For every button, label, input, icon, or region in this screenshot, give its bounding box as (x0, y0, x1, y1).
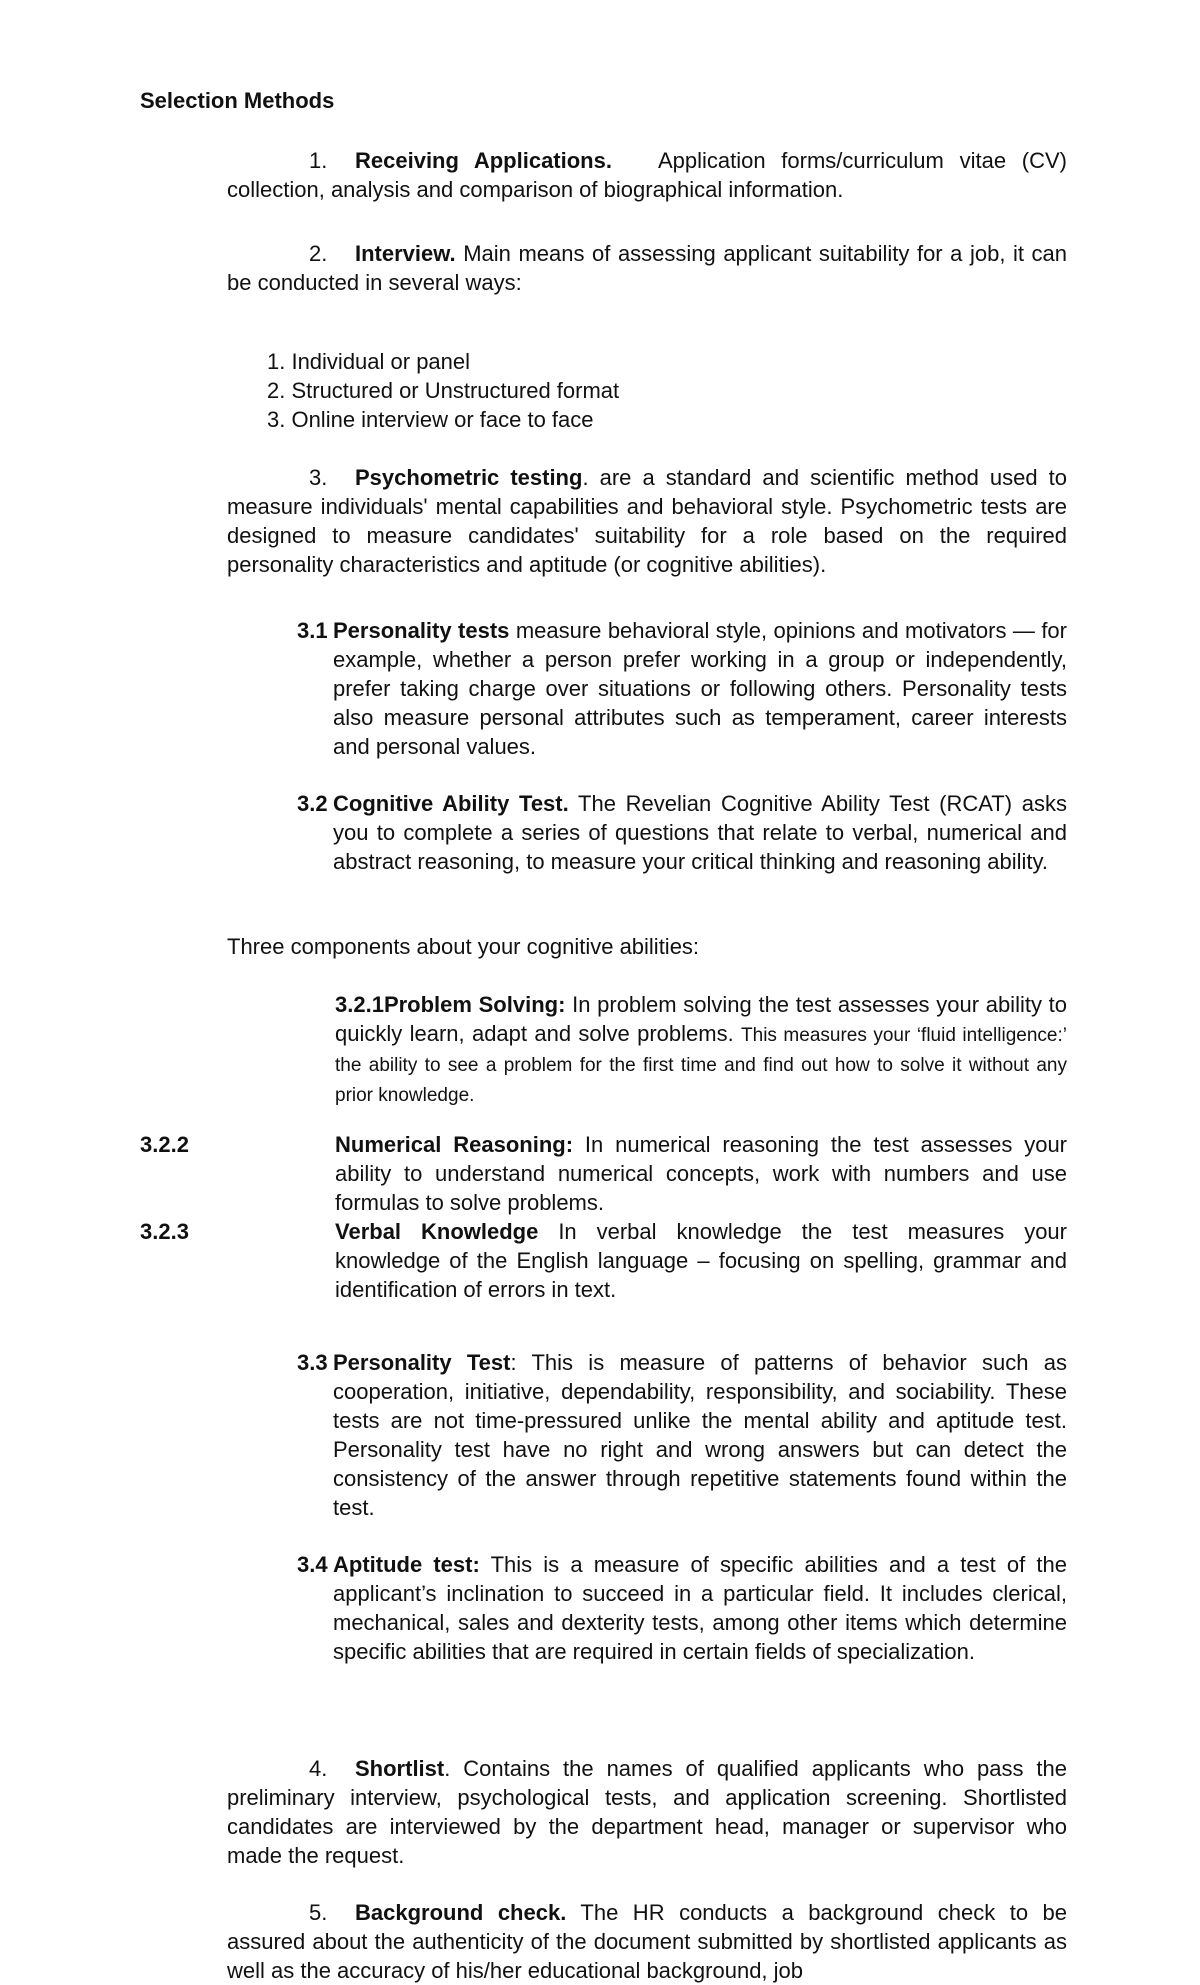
subsection-text: : This is measure of patterns of behavior such as cooperation, initiative, dependability, responsibility, and sociability. These tests are not time-pressured unlike the mental ability and aptitude test. Personality test have no right and wrong answers but can detect the consistency of the answer through repetitive statements found within the test. (333, 1350, 1067, 1520)
section-title: Background check. (355, 1900, 567, 1925)
subsection-note: This measures your ‘fluid intelligence:’ the ability to see a problem for the first time and find out how to solve it without any prior knowledge. (335, 1025, 1067, 1106)
three-components-intro: Three components about your cognitive abilities: (227, 934, 700, 959)
subsection-title: Verbal Knowledge (335, 1219, 539, 1244)
section-text: Application forms/curriculum vitae (CV) collection, analysis and comparison of biographical information. (227, 148, 1067, 202)
subsection-number: 3.1 (297, 618, 328, 643)
subsection-cognitive-ability (297, 789, 1067, 876)
subsection-personality-tests (297, 616, 1067, 761)
subsection-text: In verbal knowledge the test measures your knowledge of the English language – focusing on spelling, grammar and identification of errors in text. (335, 1219, 1067, 1302)
section-text: . Contains the names of qualified applicants who pass the preliminary interview, psychological tests, and application screening. Shortlisted candidates are interviewed by the department head, manager or supervisor who made the request. (227, 1756, 1067, 1868)
subsection-text: This is a measure of specific abilities and a test of the applicant’s inclination to succeed in a particular field. It includes clerical, mechanical, sales and dexterity tests, among other items which determine specific abilities that are required in certain fields of specialization. (333, 1552, 1068, 1664)
subsection-numerical-reasoning (140, 1130, 1067, 1217)
subsection-personality-test (297, 1348, 1067, 1522)
subsection-title: Numerical Reasoning: (335, 1132, 574, 1157)
section-title: Psychometric testing (355, 465, 583, 490)
section-background-check (227, 1898, 1067, 1985)
subsection-title: Cognitive Ability Test. (333, 791, 569, 816)
section-interview (227, 239, 1067, 297)
subsection-text: In problem solving the test assesses your ability to quickly learn, adapt and solve problems. (335, 992, 1067, 1046)
subsection-title: Personality Test (333, 1350, 511, 1375)
section-title: Shortlist (355, 1756, 445, 1781)
subsection-aptitude-test (297, 1550, 1067, 1666)
section-shortlist (227, 1754, 1067, 1870)
list-item: 1. Individual or panel (267, 349, 471, 374)
interview-ways-list (267, 347, 967, 434)
subsection-verbal-knowledge (140, 1217, 1067, 1304)
subsection-title: Problem Solving: (383, 992, 566, 1017)
subsection-text: The Revelian Cognitive Ability Test (RCAT) asks you to complete a series of questions that relate to verbal, numerical and abstract reasoning, to measure your critical thinking and reasoning ability. (333, 791, 1068, 874)
section-text: Main means of assessing applicant suitability for a job, it can be conducted in several ways: (227, 241, 1067, 295)
section-number: 1. (309, 148, 328, 173)
section-number: 2. (309, 241, 328, 266)
subsection-number: 3.2 (297, 791, 328, 816)
section-title: Interview. (355, 241, 456, 266)
subsection-number: 3.3 (297, 1350, 328, 1375)
page-title: Selection Methods (140, 88, 335, 113)
subsection-problem-solving (335, 990, 1067, 1109)
subsection-title: Aptitude test: (333, 1552, 480, 1577)
list-item: 2. Structured or Unstructured format (267, 378, 620, 403)
section-receiving-applications (227, 146, 1067, 204)
subsection-number: 3.2.2 (140, 1132, 189, 1157)
subsection-number: 3.2.3 (140, 1219, 189, 1244)
section-text: The HR conducts a background check to be assured about the authenticity of the document submitted by shortlisted applicants as well as the accuracy of his/her educational background, job (227, 1900, 1068, 1983)
section-title: Receiving Applications. (355, 148, 612, 173)
section-number: 3. (309, 465, 328, 490)
section-psychometric-testing (227, 463, 1067, 579)
subsection-number: 3.4 (297, 1552, 328, 1577)
subsection-number: 3.2.1 (335, 992, 384, 1017)
list-item: 3. Online interview or face to face (267, 407, 594, 432)
section-number: 4. (309, 1756, 328, 1781)
subsection-title: Personality tests (333, 618, 510, 643)
subsection-text: measure behavioral style, opinions and motivators — for example, whether a person prefer working in a group or independently, prefer taking charge over situations or following others. Personality tests also measure personal attributes such as temperament, career interests and personal values. (333, 618, 1067, 759)
section-number: 5. (309, 1900, 328, 1925)
subsection-text: In numerical reasoning the test assesses your ability to understand numerical concepts, work with numbers and use formulas to solve problems. (335, 1132, 1068, 1215)
section-text: . are a standard and scientific method used to measure individuals' mental capabilities and behavioral style. Psychometric tests are designed to measure candidates' suitability for a role based on the required personality characteristics and aptitude (or cognitive abilities). (227, 465, 1068, 577)
